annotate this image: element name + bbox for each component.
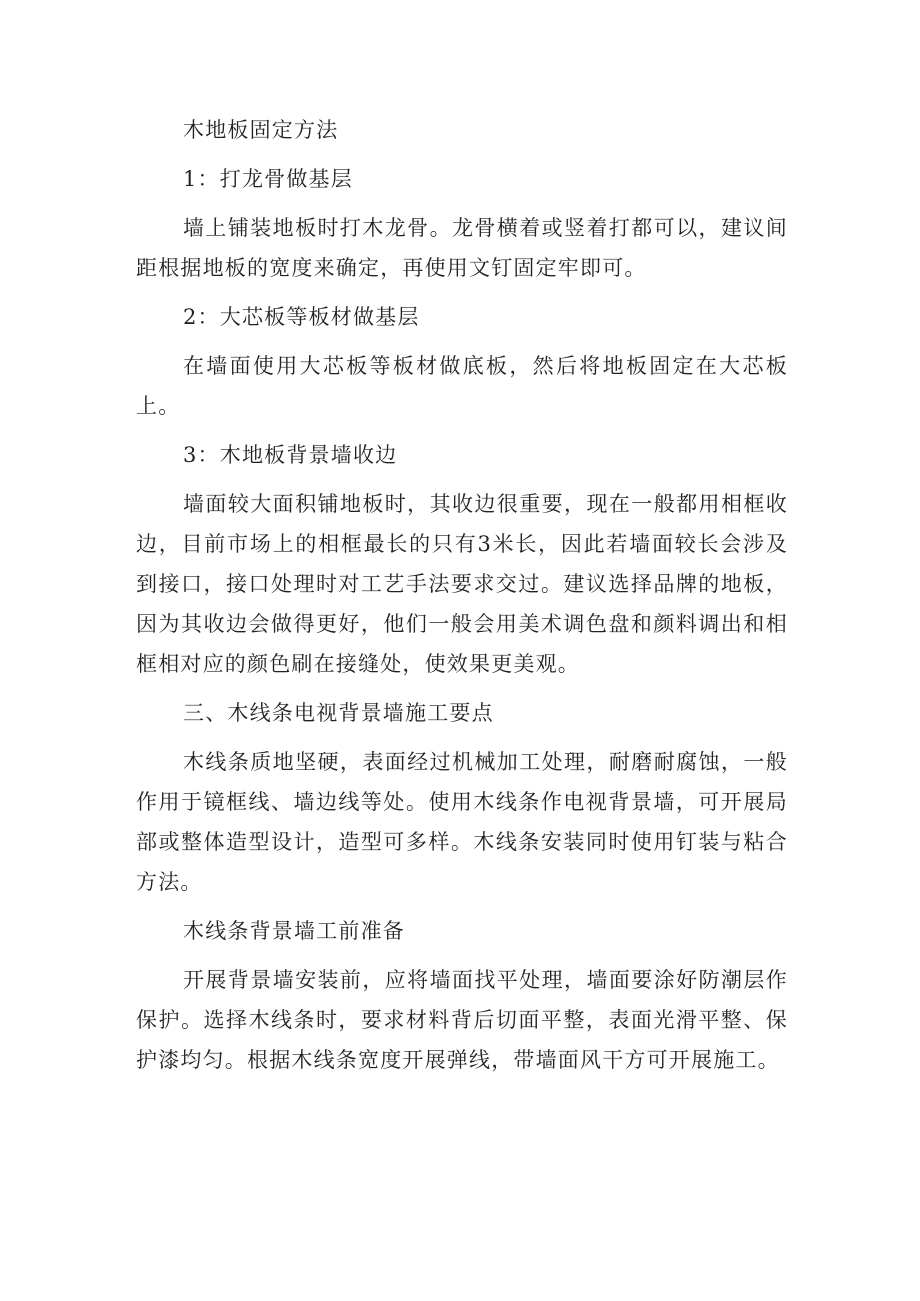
paragraph-wood-lines: 木线条质地坚硬，表面经过机械加工处理，耐磨耐腐蚀，一般作用于镜框线、墙边线等处。使用木线条作电视背景墙，可开展局部或整体造型设计，造型可多样。木线条安装同时使用钉装与粘合方法。 <box>136 750 788 894</box>
document-body <box>136 110 788 1089</box>
paragraph-board-base: 在墙面使用大芯板等板材做底板，然后将地板固定在大芯板上。 <box>136 354 788 418</box>
subheading-board-base: 2：大芯板等板材做基层 <box>183 305 420 329</box>
paragraph-edge-finishing: 墙面较大面积铺地板时，其收边很重要，现在一般都用相框收边，目前市场上的相框最长的只有3米长，因此若墙面较长会涉及到接口，接口处理时对工艺手法要求交过。建议选择品牌的地板，因为其收边会做得更好，他们一般会用美术调色盘和颜料调出和相框相对应的颜色刷在接缝处，使效果更美观。 <box>136 492 788 676</box>
subheading-preparation: 木线条背景墙工前准备 <box>183 919 405 943</box>
subheading-edge-finishing: 3：木地板背景墙收边 <box>183 443 398 467</box>
subheading-keel-base: 1：打龙骨做基层 <box>183 167 353 191</box>
section-heading-floor-fixing: 木地板固定方法 <box>183 118 339 142</box>
paragraph-preparation: 开展背景墙安装前，应将墙面找平处理，墙面要涂好防潮层作保护。选择木线条时，要求材料背后切面平整，表面光滑平整、保护漆均匀。根据木线条宽度开展弹线，带墙面风干方可开展施工。 <box>136 968 788 1072</box>
paragraph-keel-base: 墙上铺装地板时打木龙骨。龙骨横着或竖着打都可以，建议间距根据地板的宽度来确定，再使用文钉固定牢即可。 <box>136 216 788 280</box>
section-heading-wood-lines: 三、木线条电视背景墙施工要点 <box>183 701 494 725</box>
